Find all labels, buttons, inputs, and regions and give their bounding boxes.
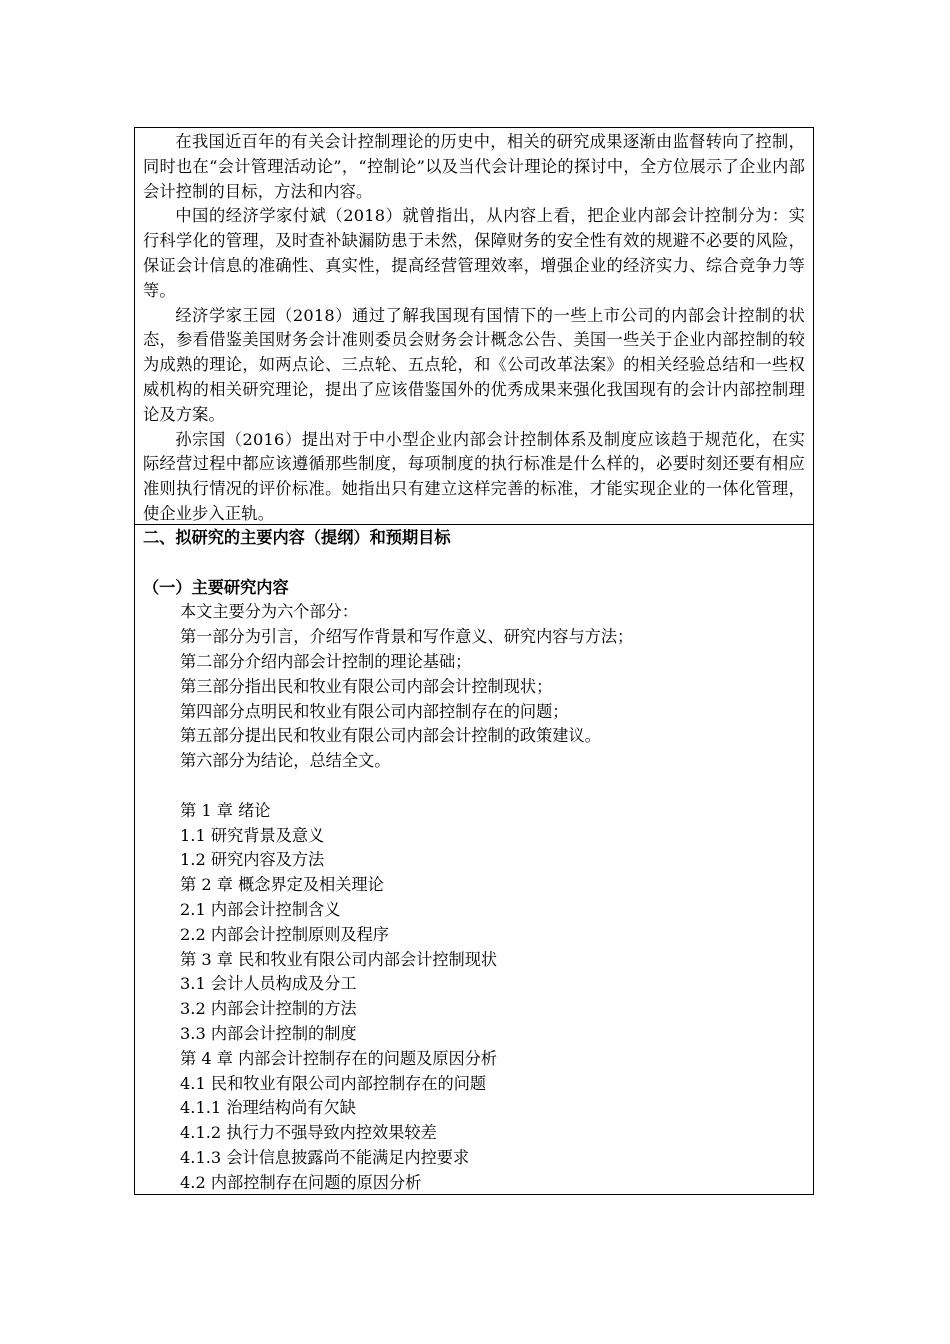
literature-review-cell (143, 130, 805, 527)
outline-item: 4.1.3 会计信息披露尚不能满足内控要求 (180, 1147, 470, 1167)
table-frame (134, 127, 814, 1195)
outline-item: 3.3 内部会计控制的制度 (180, 1023, 357, 1043)
intro-line: 第三部分指出民和牧业有限公司内部会计控制现状； (180, 676, 553, 696)
outline-item: 4.1.1 治理结构尚有欠缺 (180, 1098, 356, 1118)
paragraph: 在我国近百年的有关会计控制理论的历史中，相关的研究成果逐渐由监督转向了控制，同时也在“会计管理活动论”，“控制论”以及当代会计理论的探讨中，全方位展示了企业内部会计控制的目标，方法和内容。 (143, 132, 805, 201)
outline-item: 第 4 章 内部会计控制存在的问题及原因分析 (180, 1048, 498, 1068)
outline-item: 第 3 章 民和牧业有限公司内部会计控制现状 (180, 949, 498, 969)
outline-item: 2.1 内部会计控制含义 (180, 899, 341, 919)
research-content-cell (143, 526, 805, 1196)
intro-line: 第二部分介绍内部会计控制的理论基础； (180, 651, 472, 671)
outline-item: 4.1.2 执行力不强导致内控效果较差 (180, 1123, 437, 1143)
section-heading: 二、拟研究的主要内容（提纲）和预期目标 (143, 528, 451, 547)
outline-item: 3.2 内部会计控制的方法 (180, 999, 357, 1019)
intro-line: 第五部分提出民和牧业有限公司内部会计控制的政策建议。 (180, 726, 601, 746)
intro-line: 第四部分点明民和牧业有限公司内部控制存在的问题； (180, 701, 569, 721)
table-row-divider (135, 524, 813, 525)
paragraph: 孙宗国（2016）提出对于中小型企业内部会计控制体系及制度应该趋于规范化，在实际经营过程中都应该遵循那些制度，每项制度的执行标准是什么样的，必要时刻还要有相应准则执行情况的评价标准。她指出只有建立这样完善的标准，才能实现企业的一体化管理，使企业步入正轨。 (143, 429, 805, 523)
outline-item: 1.2 研究内容及方法 (180, 850, 325, 870)
outline-item: 第 1 章 绪论 (180, 800, 271, 820)
outline-item: 4.2 内部控制存在问题的原因分析 (180, 1172, 422, 1192)
outline-item: 2.2 内部会计控制原则及程序 (180, 924, 389, 944)
blank-line (143, 551, 805, 576)
subsection-heading: （一）主要研究内容 (143, 577, 289, 597)
outline-item: 1.1 研究背景及意义 (180, 825, 325, 845)
paragraph: 经济学家王园（2018）通过了解我国现有国情下的一些上市公司的内部会计控制的状态，参看借鉴美国财务会计准则委员会财务会计概念公告、美国一些关于企业内部控制的较为成熟的理论，如两点论、三点轮、五点轮，和《公司改革法案》的相关经验总结和一些权威机构的相关研究理论，提出了应该借鉴国外的优秀成果来强化我国现有的会计内部控制理论及方案。 (143, 305, 805, 424)
intro-line: 本文主要分为六个部分： (180, 602, 359, 622)
outline-item: 4.1 民和牧业有限公司内部控制存在的问题 (180, 1073, 487, 1093)
paragraph: 中国的经济学家付斌（2018）就曾指出，从内容上看，把企业内部会计控制分为：实行科学化的管理，及时查补缺漏防患于未然，保障财务的安全性有效的规避不必要的风险，保证会计信息的准确性、真实性，提高经营管理效率，增强企业的经济实力、综合竞争力等等。 (143, 206, 805, 300)
outline-item: 第 2 章 概念界定及相关理论 (180, 875, 384, 895)
intro-line: 第六部分为结论，总结全文。 (180, 751, 391, 771)
blank-line (143, 774, 805, 799)
intro-line: 第一部分为引言，介绍写作背景和写作意义、研究内容与方法； (180, 627, 634, 647)
outline-item: 3.1 会计人员构成及分工 (180, 974, 357, 994)
